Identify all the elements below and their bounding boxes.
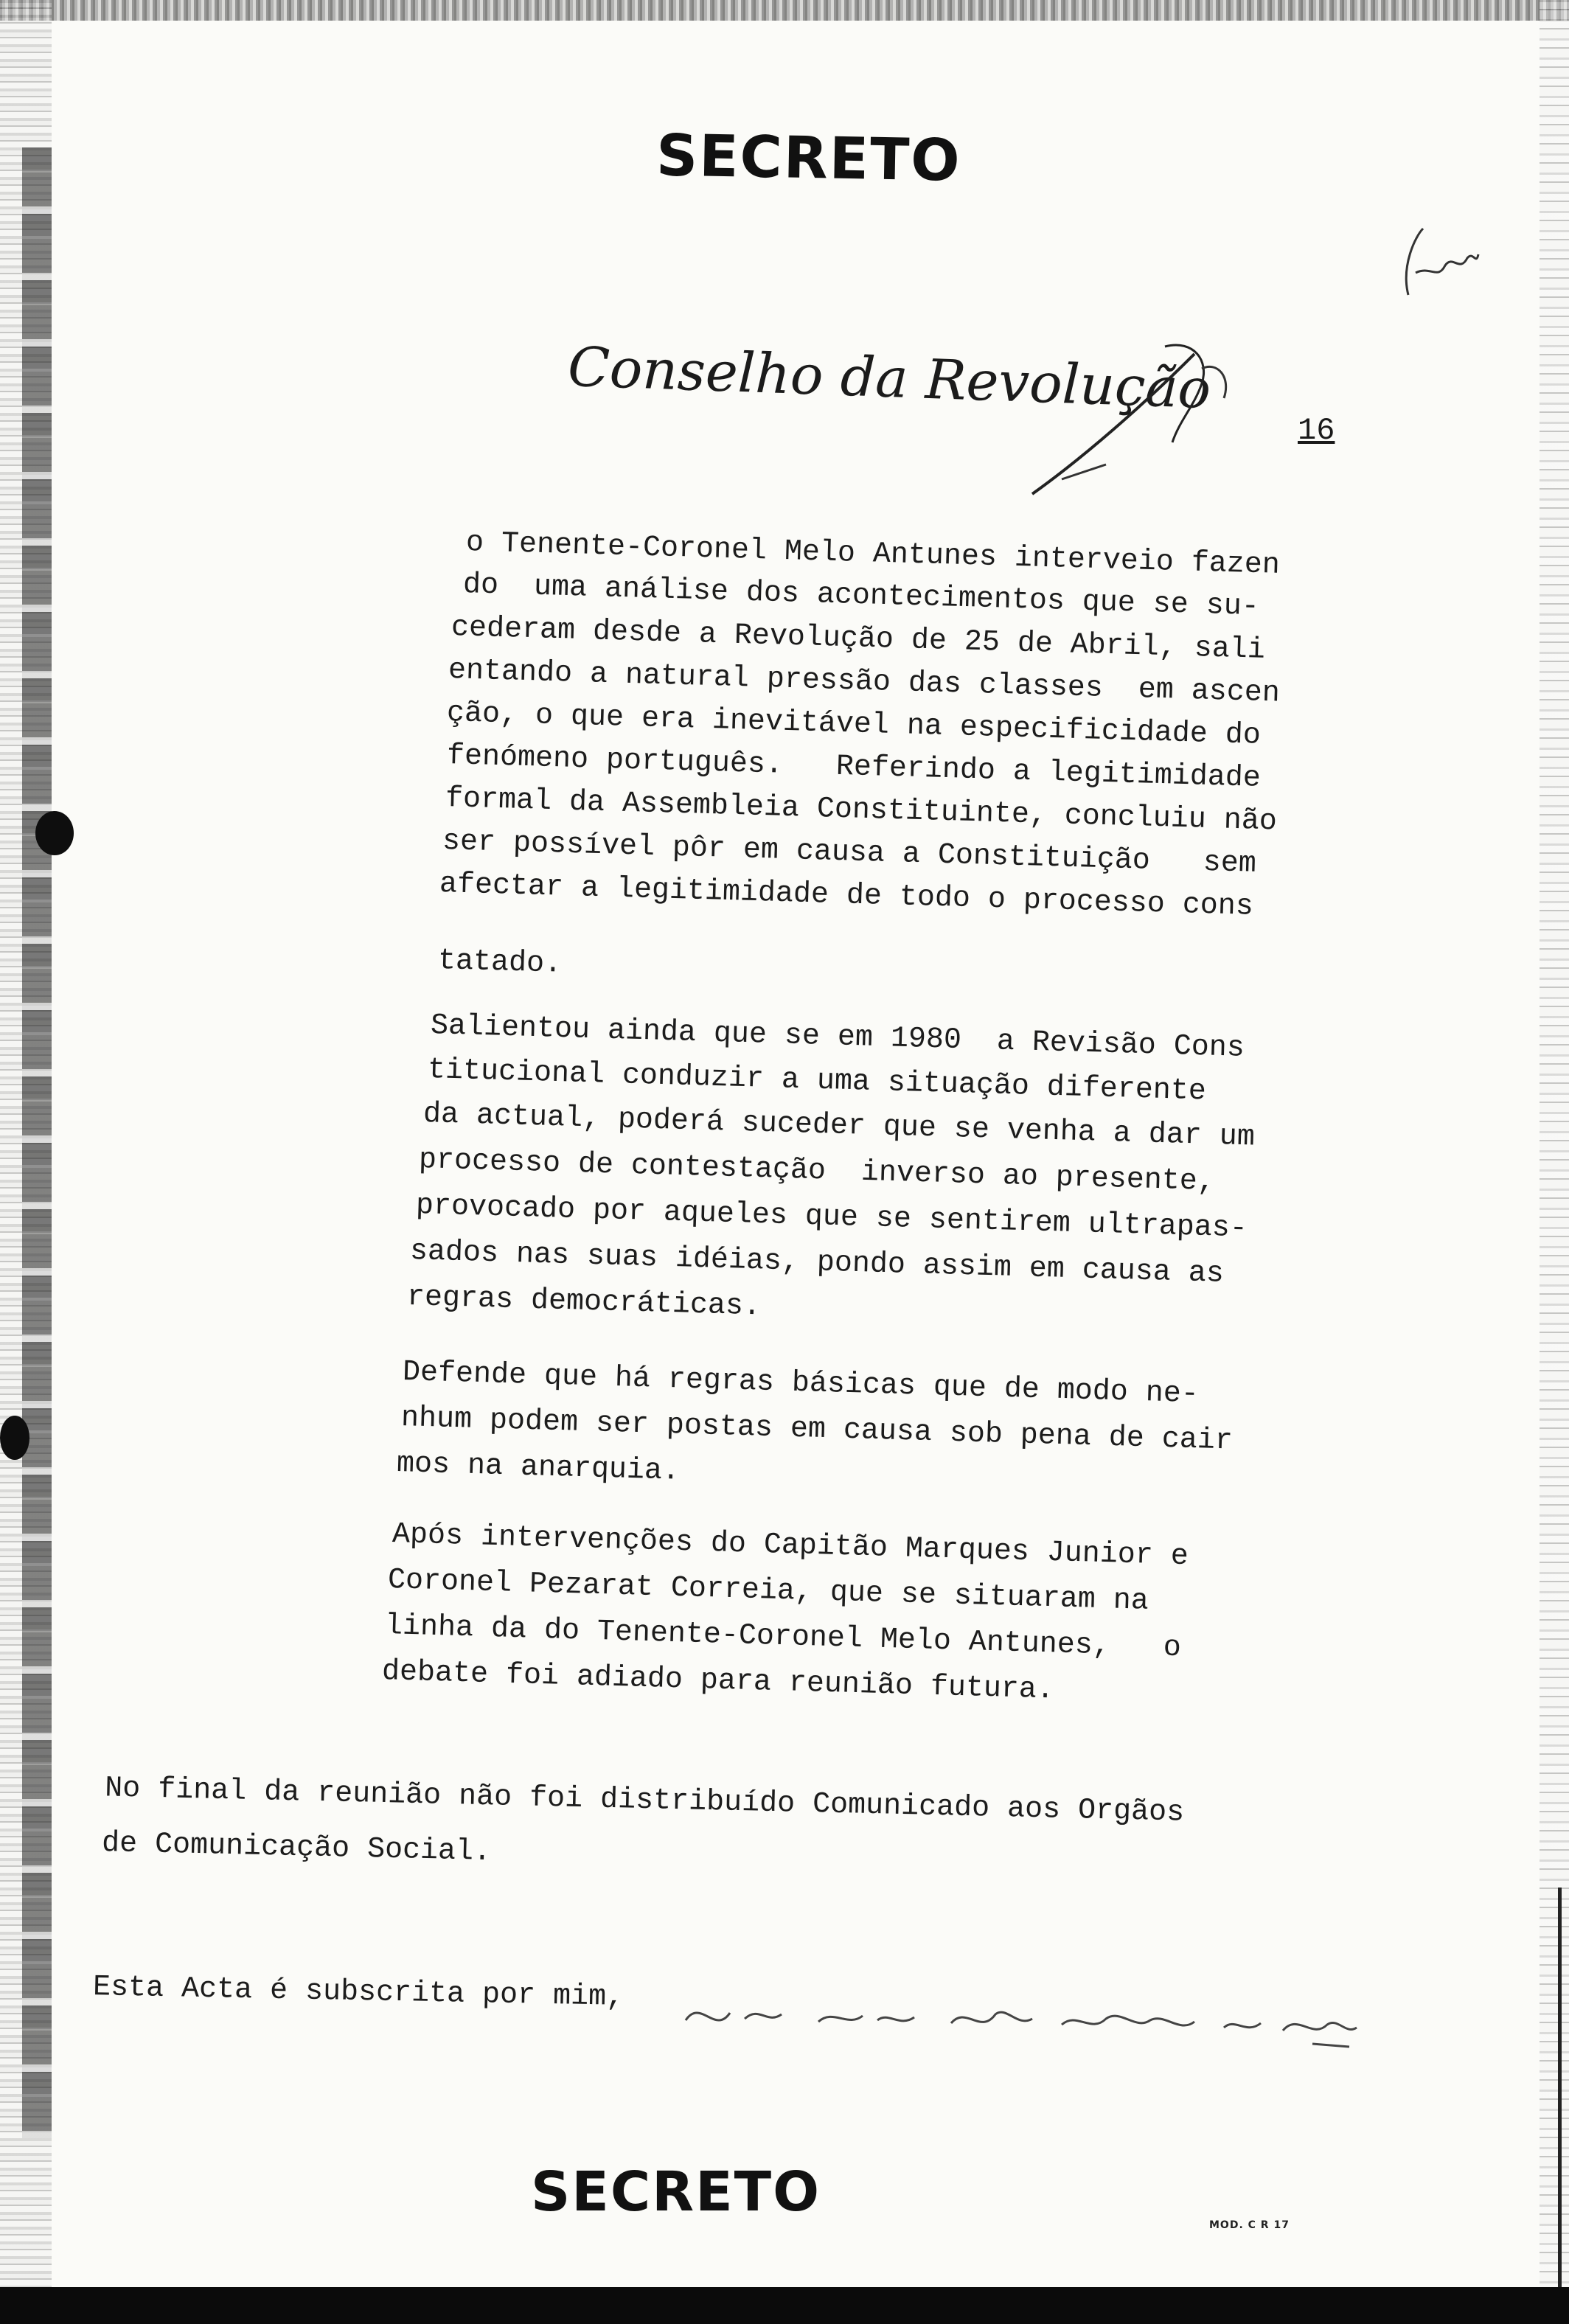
handwritten-signature-icon	[678, 1976, 1371, 2057]
letterhead-title: Conselho da Revolução	[566, 335, 1212, 422]
text-line: sados nas suas idéias, pondo assim em causa as	[409, 1235, 1225, 1291]
text-line: ser possível pôr em causa a Constituição sem	[442, 825, 1257, 881]
scan-edge-top	[0, 0, 1569, 21]
text-line: entando a natural pressão das classes em ascen	[448, 654, 1281, 711]
text-line: de Comunicação Social.	[101, 1827, 492, 1869]
text-line: ção, o que era inevitável na especificidade do	[446, 697, 1262, 753]
text-line: tatado.	[437, 944, 563, 981]
text-line: titucional conduzir a uma situação diferente	[427, 1054, 1207, 1109]
text-line: provocado por aqueles que se sentirem ultrapas-	[415, 1189, 1248, 1246]
text-line: processo de contestação inverso ao presente,	[418, 1144, 1216, 1200]
punch-hole-lower	[0, 1416, 29, 1460]
text-line: No final da reunião não foi distribuído Comunicado aos Orgãos	[104, 1772, 1185, 1830]
text-line: afectar a legitimidade de todo o processo cons	[439, 868, 1254, 924]
text-line: o Tenente-Coronel Melo Antunes interveio fazen	[465, 526, 1281, 582]
text-line: Salientou ainda que se em 1980 a Revisão Cons	[430, 1009, 1245, 1065]
text-line: cederam desde a Revolução de 25 de Abril, sali	[450, 611, 1266, 667]
scan-edge-right	[1540, 0, 1569, 2324]
text-line: Defende que há regras básicas que de modo ne-	[402, 1356, 1200, 1412]
text-line: da actual, poderá suceder que se venha a dar um	[422, 1098, 1256, 1155]
handwritten-mark-icon	[1017, 339, 1253, 501]
text-line: debate foi adiado para reunião futura.	[381, 1655, 1055, 1708]
text-line: linha da do Tenente-Coronel Melo Antunes, o	[384, 1610, 1182, 1666]
text-line: regras democráticas.	[406, 1281, 762, 1324]
text-line: Após intervenções do Capitão Marques Junior e	[392, 1518, 1189, 1574]
text-line: nhum podem ser postas em causa sob pena de cair	[400, 1402, 1234, 1458]
page-number: 16	[1298, 413, 1335, 448]
text-line: mos na anarquia.	[396, 1447, 681, 1489]
classification-stamp-bottom: SECRETO	[531, 2160, 821, 2224]
scan-edge-bottom	[0, 2287, 1569, 2324]
text-line: Coronel Pezarat Correia, que se situaram na	[387, 1564, 1149, 1618]
form-code: MOD. C R 17	[1209, 2219, 1290, 2231]
subscription-line: Esta Acta é subscrita por mim,	[92, 1971, 625, 2014]
punch-hole-upper	[35, 811, 74, 855]
classification-stamp-top: SECRETO	[655, 122, 962, 195]
text-line: do uma análise dos acontecimentos que se su-	[462, 568, 1260, 625]
text-line: formal da Assembleia Constituinte, concluiu não	[445, 782, 1278, 839]
scan-binding-shadow	[22, 147, 52, 2138]
handwritten-initials-icon	[1394, 221, 1482, 302]
scan-edge-right-line	[1558, 1888, 1562, 2300]
text-line: fenómeno português. Referindo a legitimidade	[446, 740, 1262, 796]
